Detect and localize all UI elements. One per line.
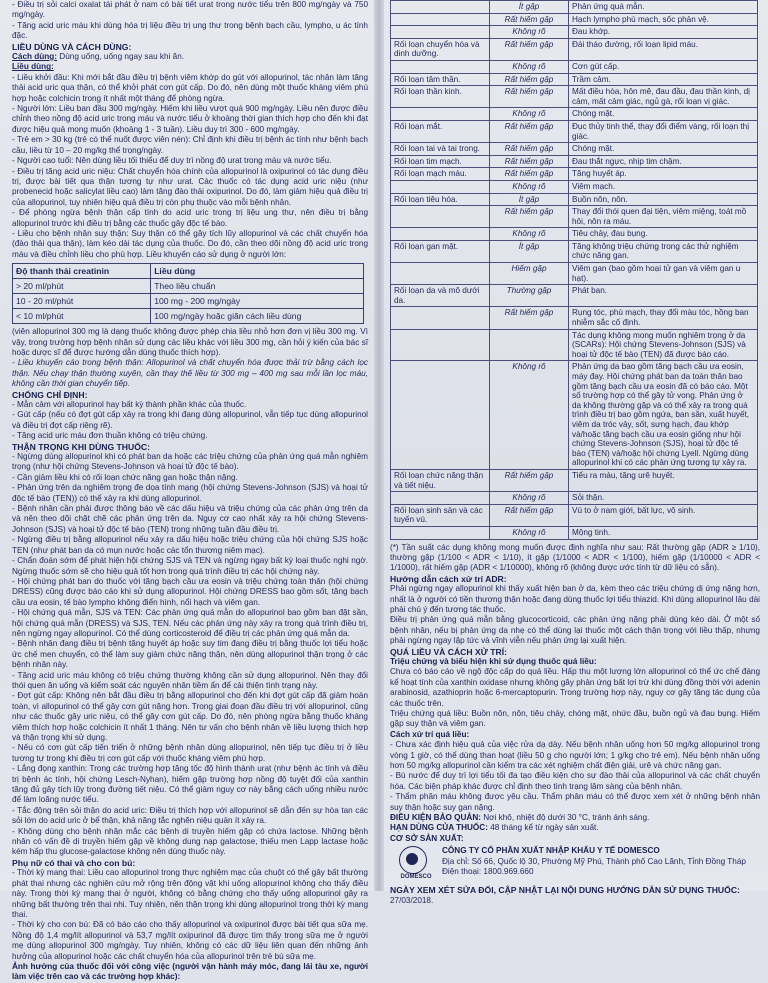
organ-cell: Rối loạn sinh sản và các tuyến vú.	[391, 504, 490, 526]
text-block: - Thời kỳ mang thai: Liều cao allopurinol trong thực nghiệm mạc của chuột có thể gây bất thường phát thai nhưng các nghiên cứu mở rộng trên động vật khi uống allopurinol không cho thấy điều này. Trong thời kỳ mang thai ở người, không có bằng chứng cho thấy uống allopurinol gây ra những bất thường trên thai nhi. Tuy nhiên, nên thận trọng khi dùng allopurinol trong thời kỳ mang thai.	[12, 868, 368, 919]
table-row	[391, 329, 758, 361]
text-block: (*) Tần suất các dụng không mong muốn được định nghĩa như sau: Rất thường gặp (ADR ≥ 1/10), thường gặp (1/100 < ADR < 1/10), ít gặp (1/1000 < ADR < 1/100), hiếm gặp (1/10000 < ADR < 1/1000), rất hiếm gặp (ADR < 1/10000), không rõ (không được ước tính từ dữ liệu có sẵn).	[390, 542, 760, 573]
text-block: - Chẩn đoán sớm để phát hiện hội chứng SJS và TEN và ngừng ngay bất kỳ loại thuốc nghi ngờ. Ngừng thuốc sớm sẽ cho hiệu quả tốt hơn trong quá trình điều trị các hội chứng này.	[12, 556, 368, 576]
effect-cell: Mộng tinh.	[569, 526, 758, 539]
organ-cell	[391, 206, 490, 228]
organ-cell: Rối loạn tai và tai trong.	[391, 143, 490, 156]
organ-cell: Rối loạn tiêu hóa.	[391, 193, 490, 206]
frequency-cell: Rất hiếm gặp	[490, 206, 569, 228]
effect-cell: Đau khớp.	[569, 26, 758, 39]
table-row	[13, 279, 364, 294]
effect-cell: Tác dụng không mong muốn nghiêm trọng ở da (SCARs): Hội chứng Stevens-Johnson (SJS) và hoại tử độc tế bào (TEN) đã được báo cáo.	[569, 329, 758, 361]
frequency-cell: Rất hiếm gặp	[490, 168, 569, 181]
manufacturer-info	[442, 846, 760, 877]
text-block: - Mẫn cảm với allopurinol hay bất kỳ thành phần khác của thuốc.	[12, 400, 247, 409]
text-block: - Điều trị sỏi calci oxalat tái phát ở nam có bài tiết urat trong nước tiểu trên 800 mg/ngày và 750 mg/ngày.	[12, 0, 368, 20]
effect-cell: Buồn nôn, nôn.	[569, 193, 758, 206]
frequency-cell: Rất hiếm gặp	[490, 469, 569, 491]
expiry-text: 48 tháng kể từ ngày sản xuất.	[487, 823, 599, 833]
table-row	[391, 38, 758, 60]
frequency-cell: Không rõ	[490, 180, 569, 193]
organ-cell: Rối loạn mạch máu.	[391, 168, 490, 181]
effect-cell: Trầm cảm.	[569, 73, 758, 86]
frequency-cell: Không rõ	[490, 26, 569, 39]
table-row	[391, 307, 758, 329]
table-row	[391, 263, 758, 285]
table-cell: > 20 ml/phút	[13, 279, 151, 294]
effect-cell: Cơn gút cấp.	[569, 60, 758, 73]
table-row	[391, 13, 758, 26]
text-block: - Bù nước để duy trì lợi tiểu tối đa tạo điều kiện cho sự đào thải của allopurinol và các chất chuyển hóa. Các biện pháp khác được chỉ định theo tình trạng lâm sàng của bệnh nhân.	[390, 771, 760, 791]
usage-text: Dùng uống, uống ngay sau khi ăn.	[57, 52, 185, 62]
effect-cell: Vú to ở nam giới, bất lực, vô sinh.	[569, 504, 758, 526]
text-block: (viên allopurinol 300 mg là dạng thuốc không được phép chia liều nhỏ hơn đơn vị liều 300 mg. Vì vậy, trong trường hợp bệnh nhân sử dụng các liều khác với liều 300 mg, cần hỏi ý kiến của bác sĩ hoặc dược sĩ để được hướng dẫn dùng thuốc thích hợp).	[12, 327, 368, 357]
organ-cell	[391, 108, 490, 121]
company-logo	[390, 846, 442, 881]
manufacturer-address: Địa chỉ: Số 66, Quốc lộ 30, Phường Mỹ Phú, Thành phố Cao Lãnh, Tỉnh Đồng Tháp	[442, 856, 746, 866]
manufacturer-name: CÔNG TY CỔ PHẦN XUẤT NHẬP KHẨU Y TẾ DOMESCO	[442, 846, 660, 856]
text-block: - Thẩm phân máu không được yêu cầu. Thẩm phân máu có thể được xem xét ở những bệnh nhân suy thận hoặc suy gan nặng.	[390, 792, 760, 812]
table-row	[391, 143, 758, 156]
revision-date: 27/03/2018.	[390, 895, 434, 905]
table-header-cell: Liều dùng	[151, 264, 364, 279]
heading-manufacturer: CƠ SỞ SẢN XUẤT:	[390, 833, 464, 843]
effect-cell: Tăng huyết áp.	[569, 168, 758, 181]
text-block: - Người lớn: Liều ban đầu 300 mg/ngày. Hiếm khi liều vượt quá 900 mg/ngày. Liều nên được điều chỉnh theo nồng độ acid uric trong máu và nước tiểu ở khoảng thời gian thích hợp cho đến khi đạt được hiệu quả mong muốn (khoảng 1 - 3 tuần). Liều duy trì 300 - 600 mg/ngày.	[12, 104, 368, 134]
table-row	[391, 26, 758, 39]
heading-treatment: Cách xử trí quá liều:	[390, 729, 470, 739]
heading-expiry: HẠN DÙNG CỦA THUỐC:	[390, 823, 488, 833]
text-block: - Tắc động trên sỏi thận do acid uric: Điều trị thích hợp với allopurinol sẽ dẫn đến sự hòa tan các sỏi lớn do acid uric ở bể thận, khả năng tắc nghẽn niệu quản ít xảy ra.	[12, 805, 368, 826]
effect-cell: Phản ứng quá mẫn.	[569, 1, 758, 14]
organ-cell	[391, 329, 490, 361]
organ-cell	[391, 1, 490, 14]
heading-storage: ĐIỀU KIỆN BẢO QUẢN:	[390, 813, 481, 823]
text-block: - Gút cấp (nếu có đợt gút cấp xảy ra trong khi đang dùng allopurinol, vẫn tiếp tục dùng allopurinol và điều trị đợt cấp riêng rẽ).	[12, 410, 368, 430]
frequency-cell: Rất hiếm gặp	[490, 86, 569, 108]
frequency-cell: Rất hiếm gặp	[490, 120, 569, 142]
table-row	[391, 504, 758, 526]
effect-cell: Viêm mạch.	[569, 180, 758, 193]
frequency-cell: Ít gặp	[490, 1, 569, 14]
heading-overdose: QUÁ LIỀU VÀ CÁCH XỬ TRÍ:	[390, 646, 507, 657]
table-row	[391, 526, 758, 539]
text-block: - Tăng acid uric máu không có triệu chứng thường không cần sử dụng allopurinol. Nên thay đổi thói quen ăn uống và kiểm soát các nguyên nhân tiềm ẩn để cải thiện tình trạng này.	[12, 670, 368, 690]
manufacturer-block	[390, 846, 760, 881]
frequency-cell: Không rõ	[490, 108, 569, 121]
frequency-cell: Rất hiếm gặp	[490, 307, 569, 329]
table-row	[391, 240, 758, 262]
table-row	[391, 120, 758, 142]
effect-cell: Rụng tóc, phù mạch, thay đổi màu tóc, hồng ban nhiễm sắc cố định.	[569, 307, 758, 329]
heading-adr: Hướng dẫn cách xử trí ADR:	[390, 573, 507, 584]
text-block: - Điều trị tăng acid uric niệu: Chất chuyển hóa chính của allopurinol là oxipurinol có tác dụng điều trị, được bài tiết qua thận tương tự như urat. Các thuốc có tác dụng acid uric niệu (như probenecid hoặc salicylat liều cao) làm tăng đào thải oxipurinol. Do đó, làm giảm hiệu quả điều trị của allopurinol, tuy nhiên hiệu quả điều trị còn phụ thuộc vào mỗi bệnh nhân.	[12, 166, 368, 207]
storage-text: Nơi khô, nhiệt độ dưới 30 °C, tránh ánh sáng.	[480, 813, 650, 823]
heading-driving: Ảnh hưởng của thuốc đối với công việc (người vận hành máy móc, đang lái tàu xe, người làm việc trên cao và các trường hợp khác):	[12, 961, 368, 982]
effect-cell: Đục thủy tinh thể, thay đổi điểm vàng, rối loạn thị giác.	[569, 120, 758, 142]
effect-cell: Tiểu ra máu, tăng urê huyết.	[569, 469, 758, 491]
heading-symptoms: Triệu chứng và biểu hiện khi sử dụng thuốc quá liều:	[390, 656, 597, 666]
organ-cell: Rối loạn tim mạch.	[391, 155, 490, 168]
frequency-cell: Ít gặp	[490, 240, 569, 262]
text-block: - Liều khuyến cáo trong bệnh thận: Allopurinol và chất chuyển hóa được thải trừ bằng cách lọc thận. Nếu chạy thận thường xuyên, cần thay thế liều từ 300 mg – 400 mg sau mỗi lần lọc máu, không cần thời gian chuyển tiếp.	[12, 358, 368, 389]
adverse-effects-table	[390, 0, 758, 540]
heading-revision: NGÀY XEM XÉT SỬA ĐỔI, CẬP NHẬT LẠI NỘI DUNG HƯỚNG DẪN SỬ DỤNG THUỐC:	[390, 885, 740, 896]
table-row	[391, 492, 758, 505]
table-cell: 100 mg/ngày hoặc giãn cách liều dùng	[151, 309, 364, 324]
manufacturer-phone: Điện thoại: 1800.969.660	[442, 867, 534, 877]
text-block: - Ngừng điều trị bằng allopurinol nếu xảy ra dấu hiệu hoặc triệu chứng của hội chứng SJS hoặc TEN (như phát ban da có mụn nước hoặc các tổn thương niêm mạc).	[12, 535, 368, 555]
renal-dose-table	[12, 263, 364, 324]
table-row	[13, 309, 364, 324]
text-block: Phải ngừng ngay allopurinol khi thấy xuất hiện ban ở da, kèm theo các triệu chứng dị ứng nặng hơn, nhất là ở người có tiền thương thận hoặc đang dùng thuốc lợi tiểu thiazid. Khi dùng allopurinol lâu dài phải chú ý đến tương tác thuốc.	[390, 584, 760, 614]
effect-cell: Đau thắt ngực, nhịp tim chậm.	[569, 155, 758, 168]
frequency-cell: Không rõ	[490, 228, 569, 241]
table-row	[391, 86, 758, 108]
table-row	[391, 108, 758, 121]
table-row	[391, 73, 758, 86]
text-block: - Cần giảm liều khi có rối loạn chức năng gan hoặc thận nặng.	[12, 472, 238, 482]
effect-cell: Đái tháo đường, rối loạn lipid máu.	[569, 38, 758, 60]
table-row	[391, 168, 758, 181]
frequency-cell	[490, 329, 569, 361]
frequency-cell: Rất hiếm gặp	[490, 504, 569, 526]
table-header-cell: Độ thanh thải creatinin	[13, 264, 151, 279]
text-block: - Liều khởi đầu: Khi mới bắt đầu điều trị bệnh viêm khớp do gút với allopurinol, tác nhân làm tăng thải acid uric qua thận, có thể khởi phát cơn gút cấp. Do đó, nên dùng một thuốc kháng viêm phù hợp hoặc colchicin trong ít nhất một tháng để phòng ngừa.	[12, 72, 368, 103]
effect-cell: Tăng không triệu chứng trong các thử nghiệm chức năng gan.	[569, 240, 758, 262]
table-row	[391, 60, 758, 73]
frequency-cell: Thường gặp	[490, 285, 569, 307]
table-cell: 100 mg - 200 mg/ngày	[151, 294, 364, 309]
organ-cell	[391, 526, 490, 539]
text-block: - Người cao tuổi: Nên dùng liều tối thiểu để duy trì nồng độ urat trong máu và nước tiểu.	[12, 156, 332, 166]
organ-cell: Rối loạn mắt.	[391, 120, 490, 142]
domesco-logo-icon	[399, 846, 427, 874]
table-cell: Theo liều chuẩn	[151, 279, 364, 294]
frequency-cell: Rất hiếm gặp	[490, 38, 569, 60]
effect-cell: Sỏi thận.	[569, 492, 758, 505]
heading-precautions: THẬN TRỌNG KHI DÙNG THUỐC:	[12, 441, 150, 452]
text-block: - Thời kỳ cho con bú: Đã có báo cáo cho thấy allopurinol và oxipurinol được bài tiết qua sữa mẹ. Nồng độ 1,4 mg/lít allopurinol và 53,7 mg/lít oxipurinol đã được tìm thấy trong sữa mẹ ở người mẹ dùng allopurinol 300 mg/ngày. Tuy nhiên, không có các dữ liệu liên quan đến những ảnh hưởng của allopurinol hoặc các chất chuyển hóa của allopurinol trên trẻ bú sữa mẹ.	[12, 920, 368, 961]
heading-dosage: LIỀU DÙNG VÀ CÁCH DÙNG:	[12, 41, 132, 52]
left-column	[12, 0, 368, 982]
frequency-cell: Rất hiếm gặp	[490, 155, 569, 168]
page-fold	[374, 0, 384, 891]
organ-cell: Rối loạn gan mật.	[391, 240, 490, 262]
frequency-cell: Rất hiếm gặp	[490, 73, 569, 86]
text-block: - Hội chứng quá mẫn, SJS và TEN: Các phản ứng quá mẫn do allopurinol bao gồm ban đặt sần, hội chứng quá mẫn (DRESS) và SJS, TEN. Nếu các phản ứng này xảy ra trong quá trình điều trị, nên ngừng ngay allopurinol. Có thể dùng corticosteroid để điều trị các phản ứng quá mẫn da.	[12, 608, 368, 638]
frequency-cell: Rất hiếm gặp	[490, 143, 569, 156]
organ-cell	[391, 263, 490, 285]
logo-label: DOMESCO	[400, 874, 432, 881]
table-row	[391, 1, 758, 14]
table-row	[391, 206, 758, 228]
text-block: - Bệnh nhân đang điều trị bệnh tăng huyết áp hoặc suy tim đang điều trị bằng thuốc lợi tiểu hoặc ức chế men chuyển, có thể làm suy giảm chức năng thận, nên dùng allopurinol thận trọng ở các bệnh nhân này.	[12, 639, 368, 670]
table-cell: 10 - 20 ml/phút	[13, 294, 151, 309]
effect-cell: Chóng mặt.	[569, 143, 758, 156]
table-row	[391, 469, 758, 491]
table-row	[391, 180, 758, 193]
right-column	[390, 0, 760, 905]
table-row	[391, 285, 758, 307]
effect-cell: Thay đổi thói quen đại tiện, viêm miệng, toát mồ hôi, nôn ra máu.	[569, 206, 758, 228]
text-block: - Trẻ em > 30 kg (trẻ có thể nuốt được viên nén): Chỉ định khi điều trị bệnh ác tính như bệnh bạch cầu, liều từ 10 – 20 mg/kg thể trọng/ngày.	[12, 135, 368, 155]
text-block: - Chưa xác định hiệu quả của việc rửa dạ dày. Nếu bệnh nhân uống hơn 50 mg/kg allopurinol trong vòng 1 giờ, có thể dùng than hoạt (liều 50 g cho người lớn; 1 g/kg cho trẻ em). Nếu bệnh nhân uống hơn 50 mg/kg allopurinol cần kiểm tra các xét nghiệm chất điện giải, urê và chức năng gan.	[390, 740, 760, 771]
organ-cell: Rối loạn chức năng thận và tiết niệu.	[391, 469, 490, 491]
organ-cell	[391, 307, 490, 329]
text-block: - Đợt gút cấp: Không nên bắt đầu điều trị bằng allopurinol cho đến khi đợt gút cấp đã giảm hoàn toàn, vì allopurinol có thể gây cơn gút nặng hơn. Trong giai đoạn đầu điều trị với allopurinol, cũng như các thuốc gây uric niệu, có thể gây cơn gút cấp. Do đó, nên phòng ngừa bằng thuốc kháng viêm thích hợp hoặc colchicin ít nhất 1 tháng. Nên tư vấn cho bệnh nhân về liều lượng thích hợp và thận trọng khi sử dụng.	[12, 691, 368, 742]
text-block: - Liều cho bệnh nhân suy thận: Suy thận có thể gây tích lũy allopurinol và các chất chuyển hóa (đào thải qua thận), làm kéo dài tác dụng của thuốc. Do đó, cần theo dõi nồng độ acid uric trong máu và điều chỉnh liều cho phù hợp. Liều khuyến cáo sử dụng ở người lớn:	[12, 228, 368, 259]
text-block: - Tăng acid uric máu khi dùng hóa trị liệu điều trị ung thư trong bệnh bạch cầu, lympho, u ác tính đặc.	[12, 20, 368, 41]
table-row	[391, 361, 758, 470]
table-row	[391, 155, 758, 168]
text-block: Triệu chứng quá liều: Buồn nôn, nôn, tiêu chảy, chóng mặt, nhức đầu, buồn ngủ và đau bụng. Hiếm gặp suy thận và viêm gan.	[390, 709, 760, 729]
organ-cell: Rối loạn da và mô dưới da.	[391, 285, 490, 307]
frequency-cell: Hiếm gặp	[490, 263, 569, 285]
text-block: - Ngừng dùng allopurinol khi có phát ban da hoặc các triệu chứng của phản ứng quá mẫn nghiêm trọng (như hội chứng Stevens-Johnson và hoại tử độc tế bào).	[12, 452, 368, 472]
organ-cell: Rối loạn tâm thần.	[391, 73, 490, 86]
effect-cell: Tiêu chảy, đau bụng.	[569, 228, 758, 241]
organ-cell	[391, 492, 490, 505]
effect-cell: Mất điều hòa, hôn mê, đau đầu, đau thần kinh, dị cảm, mất cảm giác, ngủ gà, rối loạn vị giác.	[569, 86, 758, 108]
text-block: - Hội chứng phát ban do thuốc với tăng bạch cầu ưa eosin và triệu chứng toàn thân (hội chứng DRESS) cũng được báo cáo khi sử dụng allopurinol. Hội chứng DRESS bao gồm sốt, tăng bạch cầu ưa eosin, tế bào lympho không điển hình, nổi hạch và viêm gan.	[12, 576, 368, 607]
text-block: - Để phòng ngừa bệnh thận cấp tính do acid uric trong trị liệu ung thư, nên điều trị bằng allopurinol trước khi điều trị bằng các thuốc gây độc tế bào.	[12, 208, 368, 228]
dose-label: Liều dùng:	[12, 62, 54, 72]
organ-cell	[391, 228, 490, 241]
frequency-cell: Không rõ	[490, 492, 569, 505]
text-block: - Không dùng cho bệnh nhân mắc các bệnh di truyền hiếm gặp có chứa lactose. Những bệnh nhân có vấn đề di truyền hiếm gặp về không dung nạp galactose, thiếu men Lapp lactase hoặc kém hấp thu glucose-galactose không nên dùng thuốc này.	[12, 826, 368, 857]
organ-cell	[391, 13, 490, 26]
effect-cell: Chóng mặt.	[569, 108, 758, 121]
frequency-cell: Không rõ	[490, 60, 569, 73]
frequency-cell: Không rõ	[490, 526, 569, 539]
frequency-cell: Rất hiếm gặp	[490, 13, 569, 26]
heading-contraindications: CHỐNG CHỈ ĐỊNH:	[12, 389, 88, 400]
table-cell: < 10 ml/phút	[13, 309, 151, 324]
organ-cell	[391, 180, 490, 193]
organ-cell	[391, 361, 490, 470]
frequency-cell: Ít gặp	[490, 193, 569, 206]
usage-label: Cách dùng:	[12, 52, 58, 62]
effect-cell: Phát ban.	[569, 285, 758, 307]
text-block: Điều trị phản ứng quá mẫn bằng glucocorticoid, các phản ứng nặng phải dùng kéo dài. Ở một số bệnh nhân, nếu bị phản ứng da nhẹ có thể dùng lại thuốc một cách thận trọng với liều thấp, nhưng phải ngừng ngay lập tức và vĩnh viễn nếu phản ứng lại xuất hiện.	[390, 615, 760, 646]
effect-cell: Viêm gan (bao gồm hoại tử gan và viêm gan u hạt).	[569, 263, 758, 285]
effect-cell: Phản ứng da bao gồm tăng bạch cầu ưa eosin, máy đay. Hội chứng phát ban da toàn thân bao gồm tăng bạch cầu ưa eosin đã có báo cáo. Một số trường hợp có thể gây tử vong. Phản ứng ở da không thường gặp và có thể xảy ra trong quá trình điều trị bao gồm ngứa, ban sần, xuất huyết, viêm da tróc vảy, sốt, sưng hạch, đau khớp và/hoặc tăng bạch cầu ưa eosin giống như hội chứng Stevens-Johnson (SJS), hoại tử độc tế bào (TEN) và/hoặc hội chứng Lyell. Ngừng dùng allopurinol khi có các phản ứng tương tự xảy ra.	[569, 361, 758, 470]
organ-cell	[391, 60, 490, 73]
table-row	[391, 193, 758, 206]
text-block: - Phản ứng trên da nghiêm trọng đe dọa tính mạng (hội chứng Stevens-Johnson (SJS) và hoại tử độc tế bào (TEN)) có thể xảy ra khi dùng allopurinol.	[12, 483, 368, 503]
table-row	[13, 294, 364, 309]
text-block: - Tăng acid uric máu đơn thuần không có triệu chứng.	[12, 431, 208, 441]
organ-cell: Rối loạn thần kinh.	[391, 86, 490, 108]
heading-pregnancy: Phụ nữ có thai và cho con bú:	[12, 857, 136, 868]
text-block: Chưa có báo cáo về ngộ độc cấp do quá liều. Hấp thu một lượng lớn allopurinol có thể ức chế đáng kể hoạt tính của xanthin oxidase nhưng không gây phản ứng bất lợi trừ khi dùng đồng thời với adenin arabinosid, azathioprin hoặc 6-mercaptopurin. Trong trường hợp này, nguy cơ gây tăng tác dụng của các thuốc trên.	[390, 667, 760, 708]
table-header-row	[13, 264, 364, 279]
frequency-cell: Không rõ	[490, 361, 569, 470]
organ-cell	[391, 26, 490, 39]
organ-cell: Rối loạn chuyển hóa và dinh dưỡng.	[391, 38, 490, 60]
text-block: - Bệnh nhân cần phải được thông báo về các dấu hiệu và triệu chứng của các phản ứng trên da và nên theo dõi chặt chẽ các phản ứng trên da. Nguy cơ cao nhất xảy ra hội chứng Stevens-Johnson (SJS) và hoại tử độc tế bào (TEN) trong những tuần đầu điều trị.	[12, 504, 368, 534]
effect-cell: Hạch lympho phù mạch, sốc phản vệ.	[569, 13, 758, 26]
text-block: - Nếu có cơn gút cấp tiến triển ở những bệnh nhân dùng allopurinol, nên tiếp tục điều trị ở liều tương tự trong khi điều trị cơn gút cấp với thuốc kháng viêm phù hợp.	[12, 743, 368, 763]
text-block: - Lắng đọng xanthin: Trong các trường hợp tăng tốc độ hình thành urat (như bệnh ác tính và điều trị bệnh ác tính, hội chứng Lesch-Nyhan), hiếm gặp trường hợp nồng độ tuyệt đối của xanthin tăng đủ gây tích lũy trong đường tiết niệu. Có thể giảm nguy cơ này bằng cách uống nhiều nước để làm loãng nước tiểu.	[12, 764, 368, 805]
table-row	[391, 228, 758, 241]
